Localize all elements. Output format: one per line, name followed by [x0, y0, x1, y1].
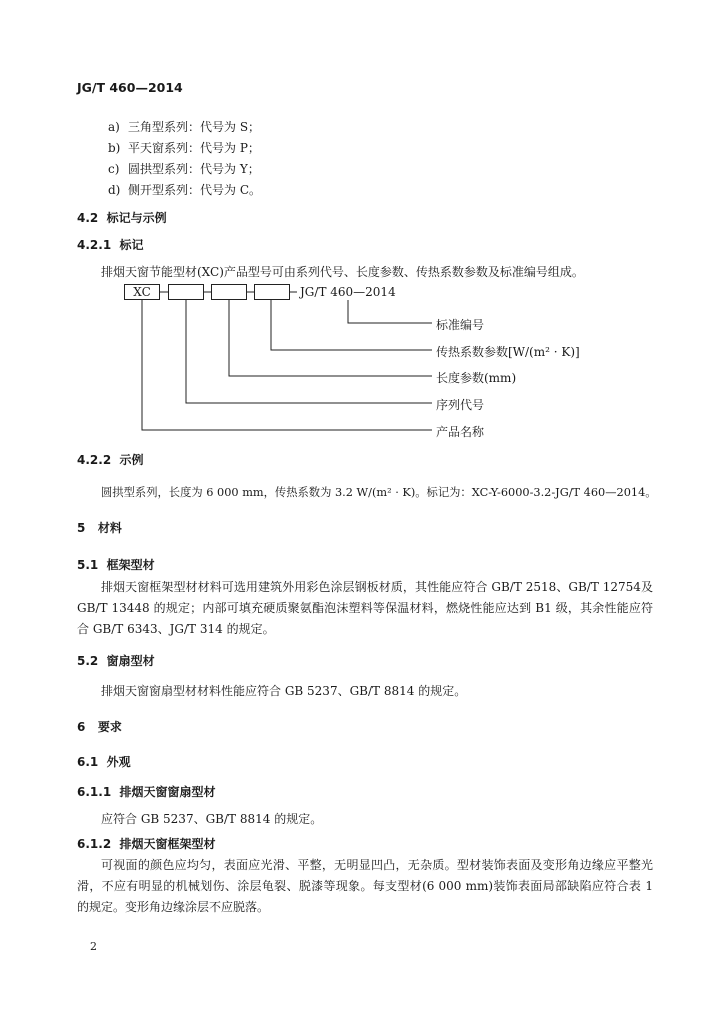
- page-number: 2: [90, 940, 97, 953]
- section-heading-5: [77, 519, 122, 536]
- section-title: 要求: [97, 720, 122, 734]
- section-title: 排烟天窗框架型材: [119, 837, 216, 851]
- label-standard-no: 标准编号: [436, 318, 485, 332]
- section-title: 窗扇型材: [106, 654, 155, 668]
- section-number: 6.1: [77, 755, 99, 769]
- section-number: 5.2: [77, 654, 99, 668]
- section-number: 4.2.2: [77, 453, 112, 467]
- section-title: 排烟天窗窗扇型材: [119, 785, 216, 799]
- section-number: 6.1.2: [77, 837, 112, 851]
- label-product-name: 产品名称: [436, 425, 485, 439]
- list-marker: a): [108, 120, 120, 134]
- section-number: 5: [77, 521, 86, 535]
- section-number: 6.1.1: [77, 785, 112, 799]
- list-text: 圆拱型系列：代号为 Y；: [128, 162, 260, 176]
- section-title: 框架型材: [106, 558, 155, 572]
- section-title: 外观: [106, 755, 131, 769]
- paragraph-4-2-2-example: 圆拱型系列，长度为 6 000 mm，传热系数为 3.2 W/(m² · K)。标记为：XC-Y-6000-3.2-JG/T 460—2014。: [101, 486, 657, 499]
- section-title: 材料: [97, 521, 122, 535]
- list-text: 平天窗系列：代号为 P；: [128, 141, 260, 155]
- leader-standard-no: [348, 300, 432, 323]
- running-header: JG/T 460—2014: [77, 80, 183, 95]
- section-title: 示例: [119, 453, 144, 467]
- label-series-code: 序列代号: [436, 398, 485, 412]
- leader-length: [229, 300, 432, 376]
- paragraph-6-1-1: 应符合 GB 5237、GB/T 8814 的规定。: [101, 812, 323, 826]
- list-marker: d): [108, 183, 121, 197]
- section-heading-5-1: [77, 556, 155, 573]
- label-heat-coef: 传热系数参数[W/(m² · K)]: [436, 345, 580, 359]
- section-heading-6-1-1: [77, 783, 216, 800]
- section-heading-6-1: [77, 753, 131, 770]
- list-text: 侧开型系列：代号为 C。: [128, 183, 261, 197]
- list-text: 三角型系列：代号为 S；: [128, 120, 261, 134]
- list-marker: c): [108, 162, 120, 176]
- section-number: 5.1: [77, 558, 99, 572]
- paragraph-5-1: 排烟天窗框架型材材料可选用建筑外用彩色涂层钢板材质，其性能应符合 GB/T 2518、GB/T 12754及 GB/T 13448 的规定；内部可填充硬质聚氨酯泡沫塑料等保温材料，燃烧性能应达到 B1 级，其余性能应符合 GB/T 6343、JG/T 314 的规定。: [77, 580, 653, 636]
- section-heading-5-2: [77, 652, 155, 669]
- paragraph-4-2-1-intro: 排烟天窗节能型材(XC)产品型号可由系列代号、长度参数、传热系数参数及标准编号组成。: [101, 265, 584, 279]
- designation-standard-text: JG/T 460—2014: [300, 285, 396, 299]
- list-marker: b): [108, 141, 121, 155]
- section-heading-6: [77, 718, 122, 735]
- section-heading-6-1-2: [77, 835, 216, 852]
- leader-series: [186, 300, 432, 403]
- leader-heat-coef: [271, 300, 432, 350]
- designation-box-product: XC: [124, 284, 160, 300]
- section-title: 标记: [119, 238, 144, 252]
- section-number: 4.2: [77, 211, 99, 225]
- paragraph-6-1-2: 可视面的颜色应均匀，表面应光滑、平整，无明显凹凸，无杂质。型材装饰表面及变形角边缘应平整光滑，不应有明显的机械划伤、涂层龟裂、脱漆等现象。每支型材(6 000 mm)装饰表面局部缺陷应符合表 1 的规定。变形角边缘涂层不应脱落。: [77, 858, 653, 914]
- section-number: 4.2.1: [77, 238, 112, 252]
- paragraph-5-2: 排烟天窗窗扇型材材料性能应符合 GB 5237、GB/T 8814 的规定。: [101, 684, 467, 698]
- designation-diagram-lines: [0, 0, 724, 460]
- section-heading-4-2-2: [77, 451, 144, 468]
- section-number: 6: [77, 720, 86, 734]
- label-length: 长度参数(mm): [436, 371, 517, 385]
- section-title: 标记与示例: [106, 211, 167, 225]
